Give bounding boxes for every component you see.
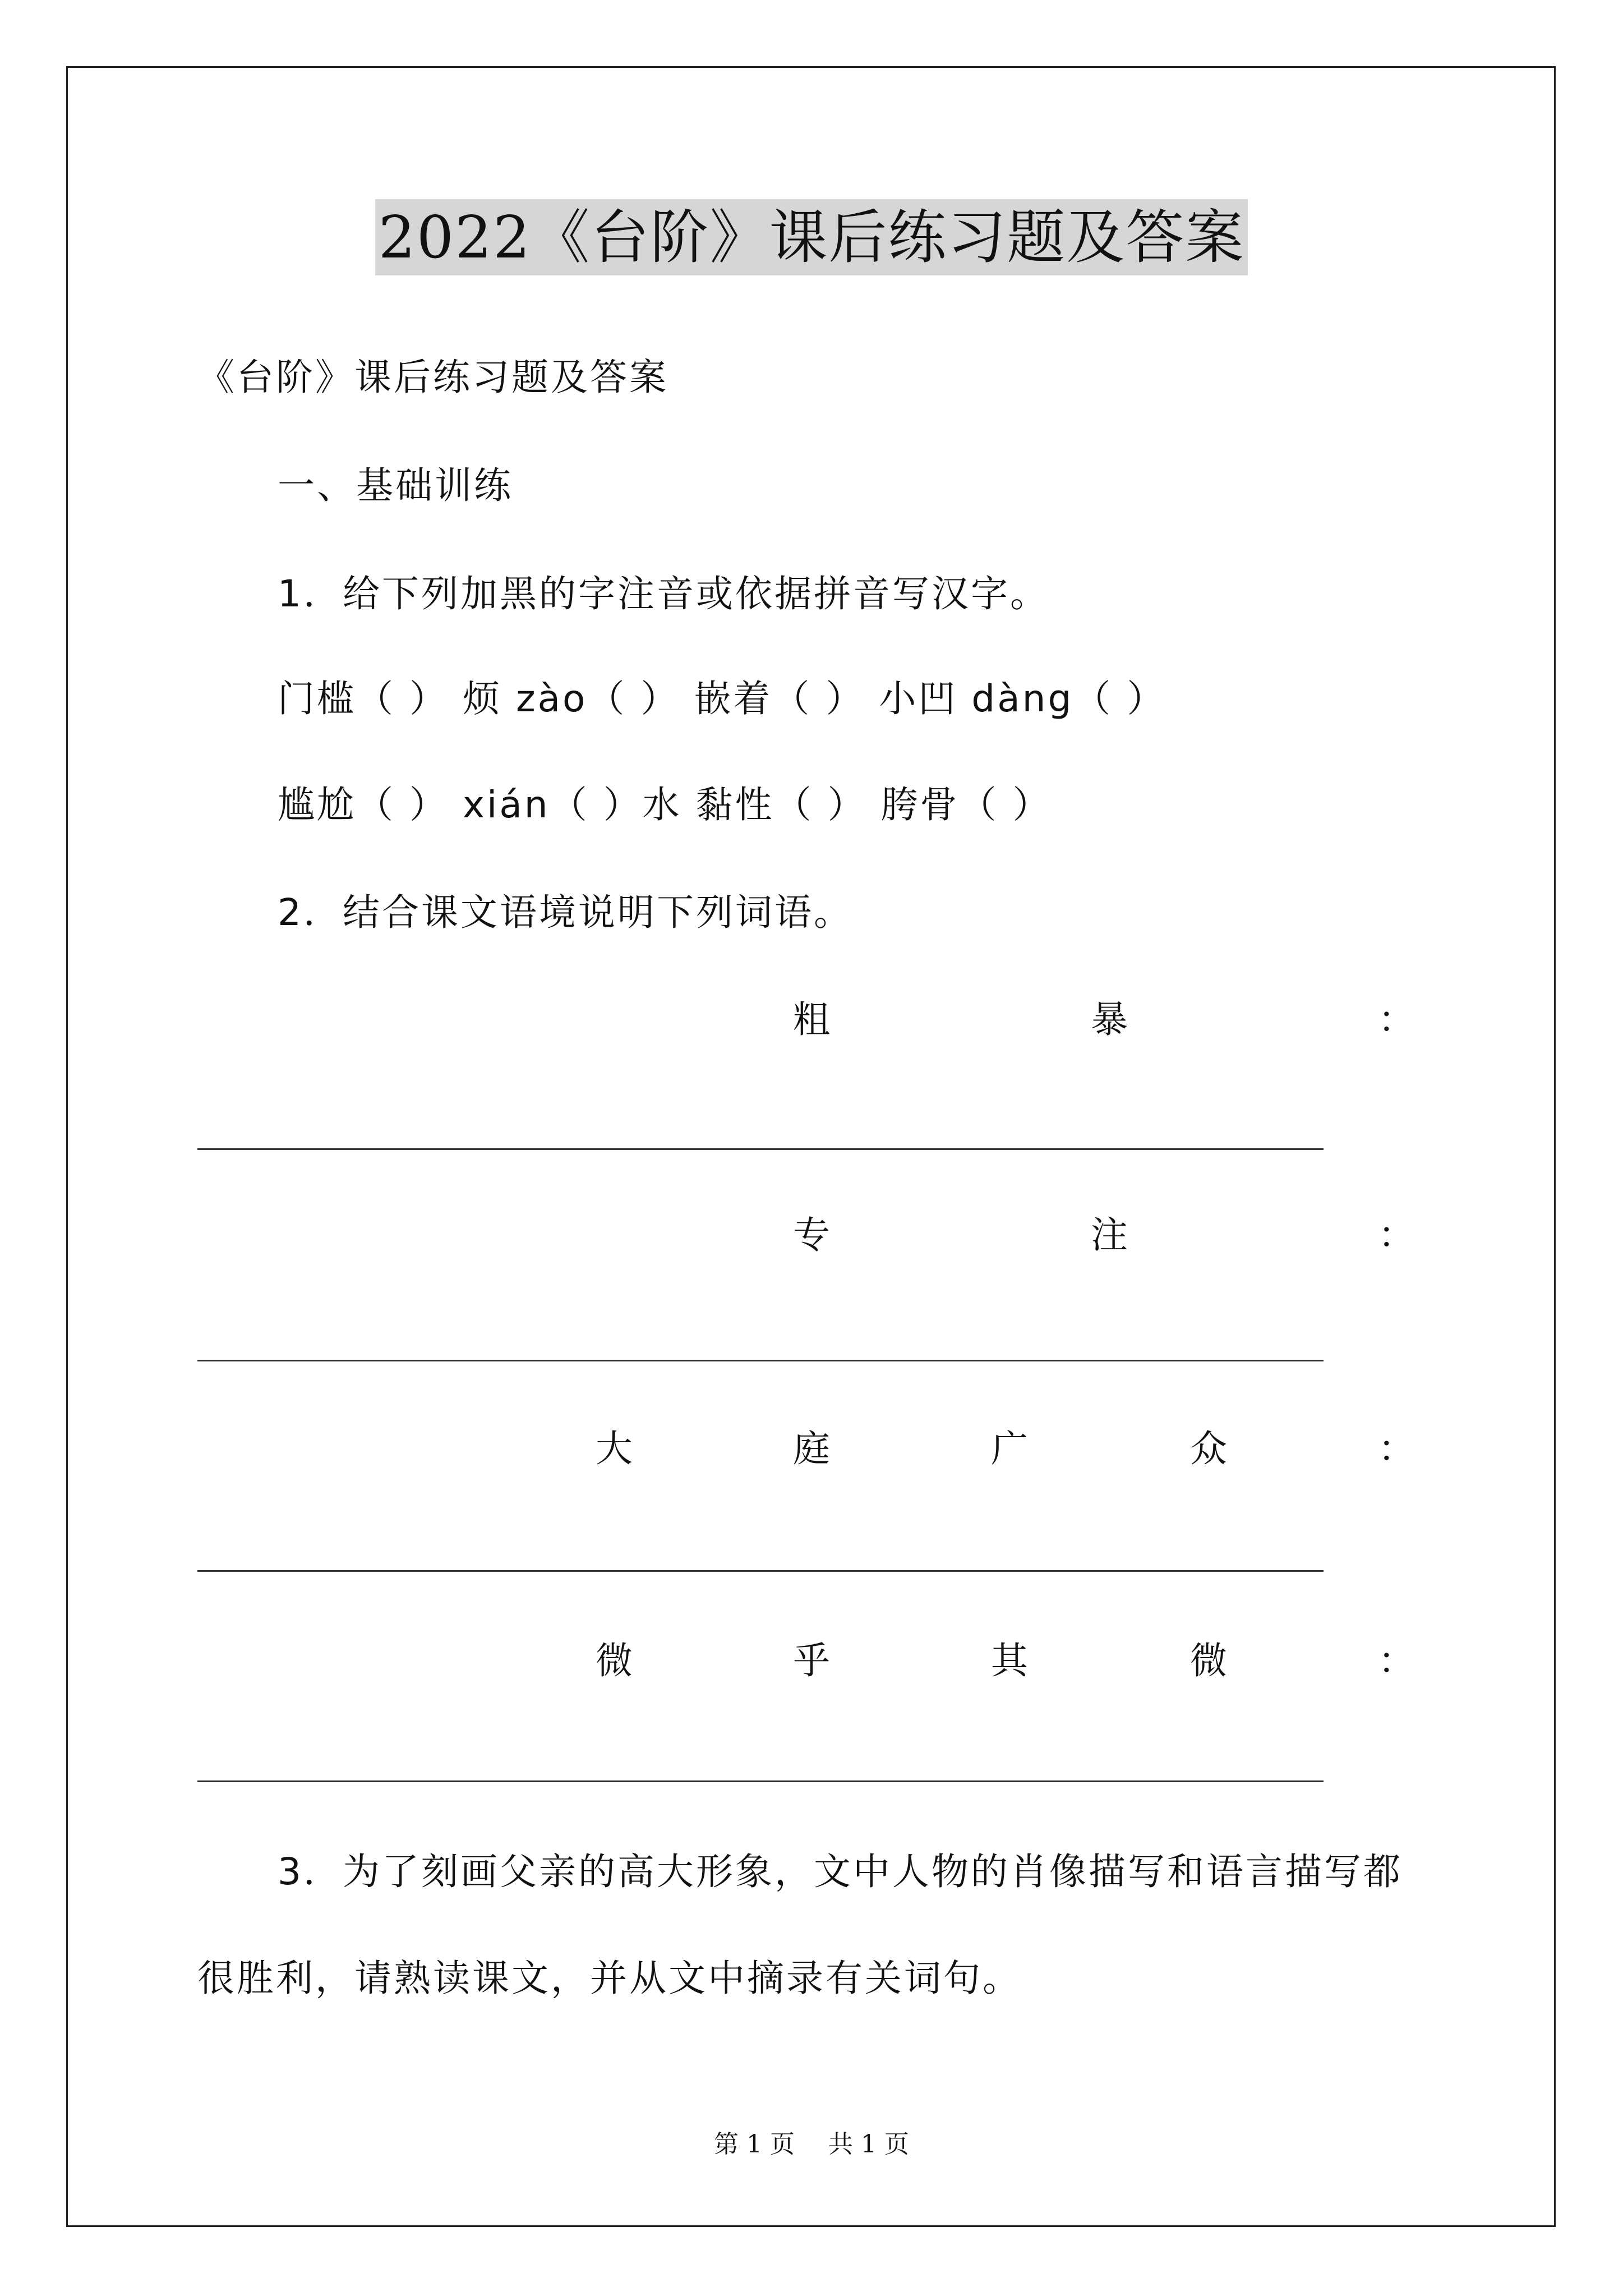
term-char: 专 xyxy=(793,1213,830,1257)
term-char: 微 xyxy=(1190,1639,1227,1682)
term-colon: ： xyxy=(1378,998,1415,1041)
term-char: 微 xyxy=(596,1639,633,1682)
term-colon: ： xyxy=(1378,1427,1415,1470)
answer-line xyxy=(197,1360,1324,1361)
question-1-row-2: 尴尬（ ） xián（ ）水 黏性（ ） 胯骨（ ） xyxy=(278,783,1052,826)
term-colon: ： xyxy=(1378,1639,1415,1682)
term-char: 乎 xyxy=(793,1639,830,1682)
page-footer xyxy=(0,2129,1623,2160)
answer-line xyxy=(197,1780,1324,1782)
answer-line xyxy=(197,1570,1324,1572)
page-total: 共 1 页 xyxy=(828,2130,909,2159)
term-row xyxy=(197,1639,1420,1683)
question-2-prompt: 2．结合课文语境说明下列词语。 xyxy=(278,891,853,934)
term-char: 广 xyxy=(991,1427,1028,1470)
term-char: 众 xyxy=(1190,1427,1227,1470)
term-colon: ： xyxy=(1378,1213,1415,1257)
subtitle: 《台阶》课后练习题及答案 xyxy=(197,356,668,399)
term-row xyxy=(197,997,1420,1042)
term-char: 暴 xyxy=(1091,998,1128,1041)
term-char: 注 xyxy=(1091,1213,1128,1257)
question-3-line-1: 3．为了刻画父亲的高大形象，文中人物的肖像描写和语言描写都 xyxy=(278,1850,1403,1893)
term-row xyxy=(197,1213,1420,1258)
title-container xyxy=(0,199,1623,275)
term-char: 庭 xyxy=(793,1427,830,1470)
term-char: 粗 xyxy=(793,998,830,1041)
answer-line xyxy=(197,1148,1324,1150)
section-heading: 一、基础训练 xyxy=(278,464,513,507)
question-1-prompt: 1．给下列加黑的字注音或依据拼音写汉字。 xyxy=(278,572,1049,615)
term-char: 大 xyxy=(596,1427,633,1470)
page-number: 第 1 页 xyxy=(714,2130,795,2159)
question-3-line-2: 很胜利，请熟读课文，并从文中摘录有关词句。 xyxy=(197,1957,1022,2000)
term-char: 其 xyxy=(991,1639,1028,1682)
term-row xyxy=(197,1427,1420,1471)
document-title: 2022《台阶》课后练习题及答案 xyxy=(375,199,1248,275)
question-1-row-1: 门槛（ ） 烦 zào（ ） 嵌着（ ） 小凹 dàng（ ） xyxy=(278,677,1166,720)
